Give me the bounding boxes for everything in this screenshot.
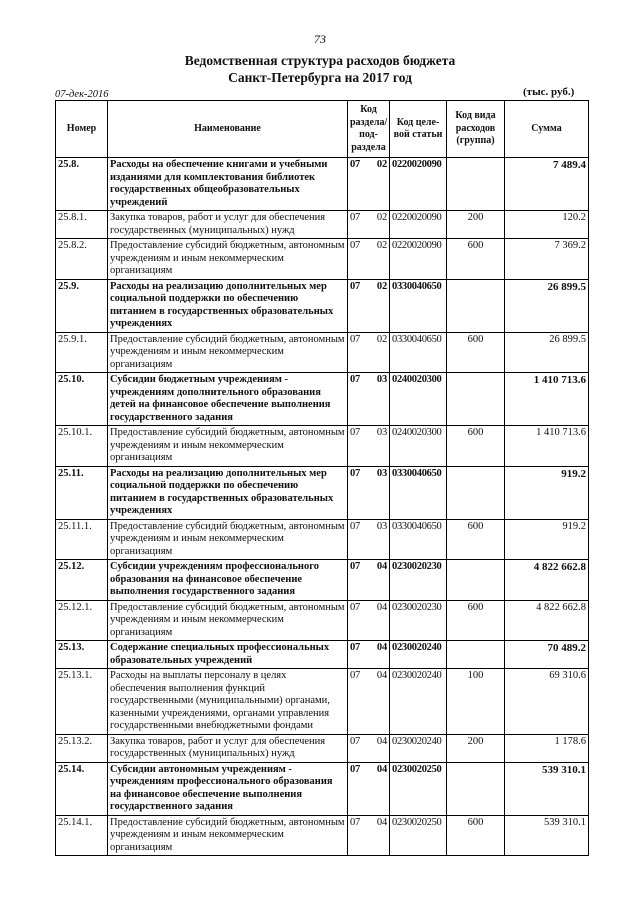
table-row-main	[56, 158, 589, 211]
row-expense-type: 200	[447, 211, 505, 239]
table-row-sub	[56, 426, 589, 467]
document-date: 07-дек-2016	[55, 89, 109, 100]
row-subsection: 04	[376, 763, 387, 775]
row-subsection: 02	[376, 159, 387, 170]
row-section: 07	[350, 642, 361, 653]
row-name: Закупка товаров, работ и услуг для обеспечения государственных (муниципальных) нужд	[108, 734, 348, 762]
row-amount: 1 410 713.6	[505, 373, 589, 426]
row-section-code	[348, 641, 390, 669]
row-amount: 4 822 662.8	[505, 600, 589, 641]
row-name: Субсидии учреждениям профессионального образования на финансовое обеспечение выполнения государственного задания	[108, 560, 348, 601]
row-subsection: 04	[376, 601, 387, 613]
row-expense-type	[447, 560, 505, 601]
row-amount: 539 310.1	[505, 815, 589, 856]
row-section-code	[348, 211, 390, 239]
header-section: Код раздела/ под- раздела	[348, 101, 390, 158]
row-expense-type	[447, 158, 505, 211]
row-number: 25.14.1.	[56, 815, 108, 856]
header-target: Код целе- вой статьи	[390, 101, 447, 158]
header-number: Номер	[56, 101, 108, 158]
row-name: Предоставление субсидий бюджетным, автономным учреждениям и иным некоммерческим организациям	[108, 815, 348, 856]
row-target-code: 0240020300	[390, 373, 447, 426]
table-row-sub	[56, 519, 589, 560]
row-amount: 1 178.6	[505, 734, 589, 762]
row-subsection: 04	[376, 561, 387, 572]
row-subsection: 02	[376, 212, 387, 223]
row-section-code	[348, 669, 390, 735]
row-subsection: 03	[376, 427, 387, 438]
row-name: Расходы на выплаты персоналу в целях обеспечения выполнения функций государственными (муниципальными) органами, казенными учреждениями, органами управления государственными внебюджетными фондами	[108, 669, 348, 735]
row-expense-type	[447, 466, 505, 519]
row-subsection: 04	[376, 816, 387, 828]
row-section: 07	[350, 763, 361, 775]
row-section: 07	[350, 212, 361, 223]
row-expense-type	[447, 762, 505, 815]
row-name: Расходы на реализацию дополнительных мер социальной поддержки по обеспечению питанием в государственных образовательных учреждениях	[108, 466, 348, 519]
row-amount: 919.2	[505, 466, 589, 519]
row-subsection: 03	[376, 467, 387, 479]
row-number: 25.9.1.	[56, 332, 108, 373]
row-target-code: 0230020230	[390, 560, 447, 601]
row-number: 25.11.1.	[56, 519, 108, 560]
row-amount: 7 489.4	[505, 158, 589, 211]
row-amount: 1 410 713.6	[505, 426, 589, 467]
row-name: Предоставление субсидий бюджетным, автономным учреждениям и иным некоммерческим организациям	[108, 519, 348, 560]
row-name: Предоставление субсидий бюджетным, автономным учреждениям и иным некоммерческим организациям	[108, 239, 348, 280]
row-expense-type	[447, 373, 505, 426]
row-number: 25.13.	[56, 641, 108, 669]
row-target-code: 0220020090	[390, 158, 447, 211]
row-target-code: 0230020250	[390, 815, 447, 856]
row-expense-type: 600	[447, 519, 505, 560]
row-section: 07	[350, 374, 361, 385]
row-section: 07	[350, 280, 361, 292]
table-row-sub	[56, 239, 589, 280]
row-section: 07	[350, 561, 361, 572]
row-amount: 120.2	[505, 211, 589, 239]
document-title	[0, 52, 640, 86]
row-number: 25.10.	[56, 373, 108, 426]
row-name: Предоставление субсидий бюджетным, автономным учреждениям и иным некоммерческим организациям	[108, 332, 348, 373]
row-target-code: 0240020300	[390, 426, 447, 467]
row-section-code	[348, 734, 390, 762]
row-target-code: 0230020240	[390, 669, 447, 735]
row-subsection: 04	[376, 735, 387, 747]
row-amount: 70 489.2	[505, 641, 589, 669]
table-row-main	[56, 560, 589, 601]
row-target-code: 0230020230	[390, 600, 447, 641]
row-subsection: 02	[376, 240, 387, 251]
row-number: 25.12.1.	[56, 600, 108, 641]
row-expense-type	[447, 641, 505, 669]
row-section-code	[348, 519, 390, 560]
row-number: 25.8.	[56, 158, 108, 211]
row-amount: 26 899.5	[505, 279, 589, 332]
row-section-code	[348, 600, 390, 641]
row-section-code	[348, 762, 390, 815]
table-row-sub	[56, 600, 589, 641]
row-target-code: 0330040650	[390, 332, 447, 373]
row-target-code: 0230020240	[390, 641, 447, 669]
row-section: 07	[350, 427, 361, 438]
row-section: 07	[350, 520, 361, 532]
table-row-sub	[56, 332, 589, 373]
row-section-code	[348, 332, 390, 373]
table-row-main	[56, 373, 589, 426]
row-expense-type	[447, 279, 505, 332]
budget-table	[55, 100, 589, 856]
page-number: 73	[314, 32, 326, 46]
header-expense-type: Код вида расходов (группа)	[447, 101, 505, 158]
row-subsection: 02	[376, 333, 387, 345]
row-amount: 539 310.1	[505, 762, 589, 815]
row-number: 25.13.1.	[56, 669, 108, 735]
title-line-2: Санкт-Петербурга на 2017 год	[228, 70, 412, 85]
table-row-sub	[56, 734, 589, 762]
row-section: 07	[350, 240, 361, 251]
row-section: 07	[350, 735, 361, 747]
row-number: 25.8.1.	[56, 211, 108, 239]
row-section-code	[348, 239, 390, 280]
table-row-sub	[56, 815, 589, 856]
row-expense-type: 100	[447, 669, 505, 735]
row-target-code: 0330040650	[390, 279, 447, 332]
row-section: 07	[350, 816, 361, 828]
table-row-main	[56, 466, 589, 519]
row-expense-type: 600	[447, 600, 505, 641]
row-amount: 919.2	[505, 519, 589, 560]
row-target-code: 0330040650	[390, 519, 447, 560]
table-row-main	[56, 762, 589, 815]
row-expense-type: 600	[447, 239, 505, 280]
row-expense-type: 600	[447, 815, 505, 856]
row-section-code	[348, 279, 390, 332]
row-amount: 4 822 662.8	[505, 560, 589, 601]
row-subsection: 04	[376, 642, 387, 653]
row-number: 25.9.	[56, 279, 108, 332]
row-subsection: 02	[376, 280, 387, 292]
row-target-code: 0330040650	[390, 466, 447, 519]
row-name: Субсидии автономным учреждениям - учреждениям профессионального образования на финансовое обеспечение выполнения государственного задания	[108, 762, 348, 815]
row-name: Закупка товаров, работ и услуг для обеспечения государственных (муниципальных) нужд	[108, 211, 348, 239]
row-name: Расходы на реализацию дополнительных мер социальной поддержки по обеспечению питанием в государственных образовательных учреждениях	[108, 279, 348, 332]
table-row-sub	[56, 669, 589, 735]
row-number: 25.12.	[56, 560, 108, 601]
table-row-main	[56, 279, 589, 332]
title-line-1: Ведомственная структура расходов бюджета	[184, 53, 456, 68]
header-name: Наименование	[108, 101, 348, 158]
row-section: 07	[350, 159, 361, 170]
row-name: Содержание специальных профессиональных образовательных учреждений	[108, 641, 348, 669]
row-target-code: 0220020090	[390, 211, 447, 239]
row-subsection: 03	[376, 520, 387, 532]
row-subsection: 03	[376, 374, 387, 385]
row-name: Субсидии бюджетным учреждениям - учреждениям дополнительного образования детей на финансовое обеспечение выполнения государственного задания	[108, 373, 348, 426]
row-number: 25.10.1.	[56, 426, 108, 467]
row-name: Предоставление субсидий бюджетным, автономным учреждениям и иным некоммерческим организациям	[108, 426, 348, 467]
row-target-code: 0220020090	[390, 239, 447, 280]
table-row-main	[56, 641, 589, 669]
unit-label: (тыс. руб.)	[523, 86, 575, 98]
row-expense-type: 200	[447, 734, 505, 762]
row-subsection: 04	[376, 670, 387, 681]
row-section: 07	[350, 467, 361, 479]
row-amount: 26 899.5	[505, 332, 589, 373]
row-section-code	[348, 373, 390, 426]
row-section: 07	[350, 601, 361, 613]
row-section-code	[348, 815, 390, 856]
table-body	[56, 158, 589, 856]
row-section: 07	[350, 670, 361, 681]
row-name: Предоставление субсидий бюджетным, автономным учреждениям и иным некоммерческим организациям	[108, 600, 348, 641]
row-amount: 7 369.2	[505, 239, 589, 280]
row-section: 07	[350, 333, 361, 345]
row-number: 25.8.2.	[56, 239, 108, 280]
row-section-code	[348, 426, 390, 467]
row-number: 25.11.	[56, 466, 108, 519]
row-section-code	[348, 560, 390, 601]
row-amount: 69 310.6	[505, 669, 589, 735]
row-section-code	[348, 158, 390, 211]
row-number: 25.13.2.	[56, 734, 108, 762]
row-target-code: 0230020250	[390, 762, 447, 815]
row-target-code: 0230020240	[390, 734, 447, 762]
row-number: 25.14.	[56, 762, 108, 815]
row-expense-type: 600	[447, 426, 505, 467]
table-row-sub	[56, 211, 589, 239]
table-header-row	[56, 101, 589, 158]
row-expense-type: 600	[447, 332, 505, 373]
row-section-code	[348, 466, 390, 519]
header-amount: Сумма	[505, 101, 589, 158]
row-name: Расходы на обеспечение книгами и учебными изданиями для комплектования библиотек государственных общеобразовательных учреждений	[108, 158, 348, 211]
